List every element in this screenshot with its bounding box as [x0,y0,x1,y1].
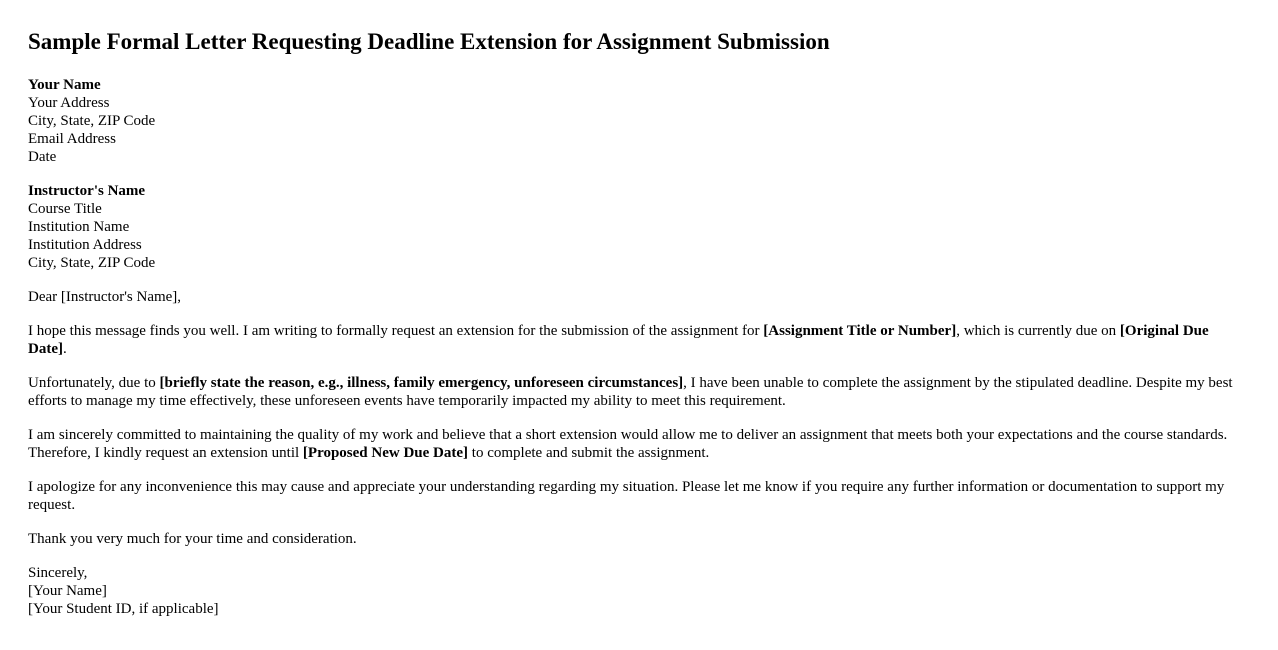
recipient-institution: Institution Name [28,219,130,235]
closing-block [28,564,1250,618]
paragraph-intro-text-2: , which is currently due on [956,323,1120,339]
sender-date: Date [28,149,57,165]
paragraph-intro [28,322,1250,358]
recipient-course: Course Title [28,201,102,217]
letter-page [28,28,1250,618]
page-title: Sample Formal Letter Requesting Deadline Extension for Assignment Submission [28,29,830,54]
reason-placeholder: [briefly state the reason, e.g., illness, family emergency, unforeseen circumstances] [159,375,684,391]
recipient-name: Instructor's Name [28,183,146,199]
closing-name: [Your Name] [28,583,107,599]
sender-block [28,76,1250,166]
sender-address: Your Address [28,95,110,111]
paragraph-intro-text-3: . [62,341,67,357]
original-due-date-placeholder: [Original Due Date] [28,323,1209,357]
sender-email: Email Address [28,131,116,147]
paragraph-request-text-1: I am sincerely committed to maintaining the quality of my work and believe that a short extension would allow me to deliver an assignment that meets both your expectations and the course standards. Therefore, I kindly request an extension until [28,427,1228,461]
paragraph-intro-text-1: I hope this message finds you well. I am writing to formally request an extension for the submission of the assignment for [28,323,764,339]
sender-city: City, State, ZIP Code [28,113,156,129]
closing-signoff: Sincerely, [28,565,88,581]
paragraph-request [28,426,1250,462]
assignment-title-placeholder: [Assignment Title or Number] [763,323,957,339]
salutation: Dear [Instructor's Name], [28,289,182,305]
recipient-block [28,182,1250,272]
paragraph-reason-text-2: , I have been unable to complete the assignment by the stipulated deadline. Despite my best efforts to manage my time effectively, these unforeseen events have temporarily impacted my ability to meet this requirement. [28,375,1233,409]
paragraph-reason-text-1: Unfortunately, due to [28,375,160,391]
recipient-address: Institution Address [28,237,142,253]
new-due-date-placeholder: [Proposed New Due Date] [302,445,469,461]
paragraph-reason [28,374,1250,410]
sender-name: Your Name [28,77,101,93]
paragraph-thanks: Thank you very much for your time and consideration. [28,531,357,547]
paragraph-request-text-2: to complete and submit the assignment. [468,445,710,461]
paragraph-apology: I apologize for any inconvenience this may cause and appreciate your understanding regarding my situation. Please let me know if you require any further information or documentation to support my request. [28,479,1225,513]
closing-student-id: [Your Student ID, if applicable] [28,601,219,617]
recipient-city: City, State, ZIP Code [28,255,156,271]
